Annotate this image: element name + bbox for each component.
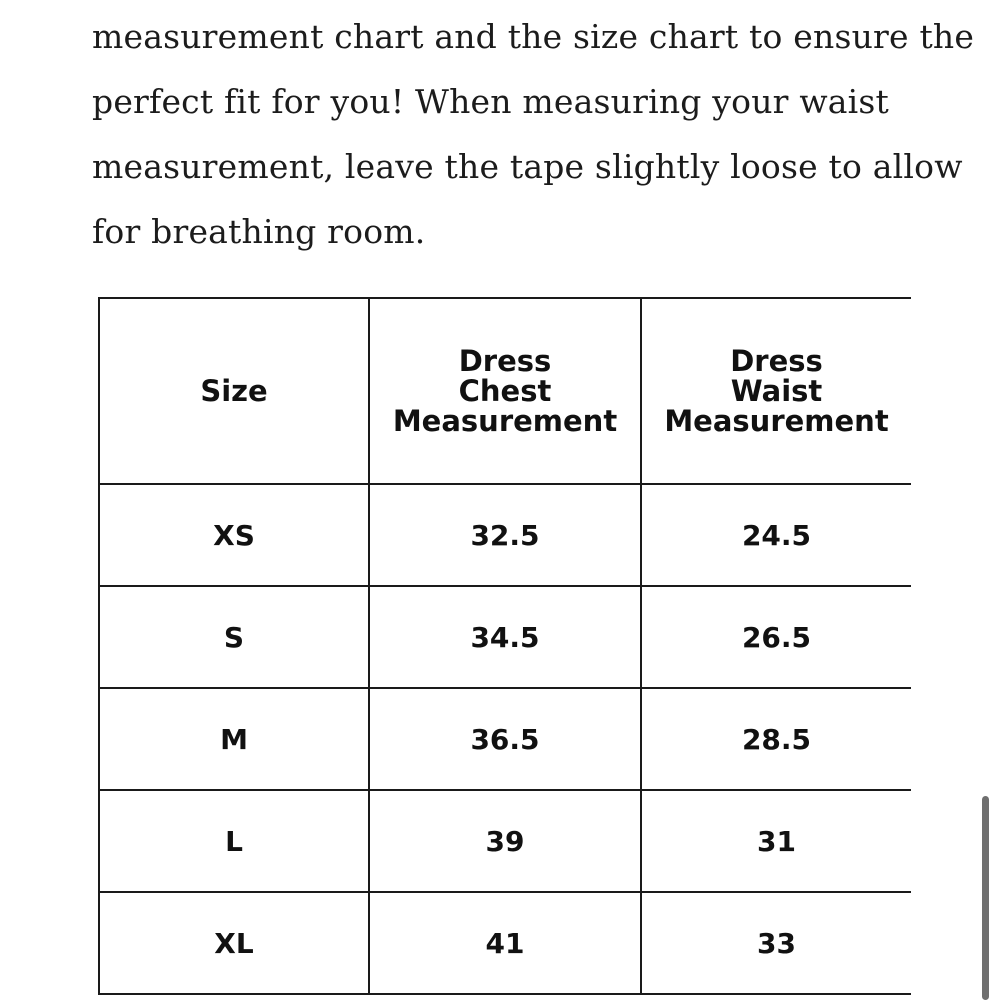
vertical-scrollbar[interactable] (982, 796, 989, 1000)
header-chest-line-3: Measurement (392, 404, 618, 438)
table-row (99, 688, 911, 790)
chest-cell: 36.5 (369, 688, 641, 790)
intro-line: perfect fit for you! When measuring your waist (92, 82, 890, 121)
table-row (99, 484, 911, 586)
header-waist-line-3: Measurement (664, 404, 889, 438)
size-cell: XS (99, 484, 369, 586)
waist-cell: 28.5 (641, 688, 911, 790)
intro-line: for breathing room. (92, 212, 426, 251)
intro-line: measurement, leave the tape slightly loose to allow (92, 147, 963, 186)
size-cell: M (99, 688, 369, 790)
waist-cell: 26.5 (641, 586, 911, 688)
waist-cell: 33 (641, 892, 911, 994)
intro-paragraph (92, 4, 975, 264)
header-dress-chest (369, 298, 641, 484)
header-waist-line-1: Dress (730, 344, 823, 378)
table-row (99, 586, 911, 688)
header-size-label: Size (200, 374, 268, 408)
header-chest-line-1: Dress (458, 344, 552, 378)
chest-cell: 34.5 (369, 586, 641, 688)
header-waist-line-2: Waist (730, 374, 823, 408)
chest-cell: 39 (369, 790, 641, 892)
waist-cell: 24.5 (641, 484, 911, 586)
header-size (99, 298, 369, 484)
size-cell: XL (99, 892, 369, 994)
intro-line: measurement chart and the size chart to ensure the (92, 17, 975, 56)
header-dress-waist (641, 298, 911, 484)
waist-cell: 31 (641, 790, 911, 892)
chest-cell: 41 (369, 892, 641, 994)
size-chart-table (98, 297, 911, 995)
chest-cell: 32.5 (369, 484, 641, 586)
table-row (99, 790, 911, 892)
size-cell: L (99, 790, 369, 892)
table-header-row (99, 298, 911, 484)
table-row (99, 892, 911, 994)
header-chest-line-2: Chest (458, 374, 552, 408)
size-cell: S (99, 586, 369, 688)
